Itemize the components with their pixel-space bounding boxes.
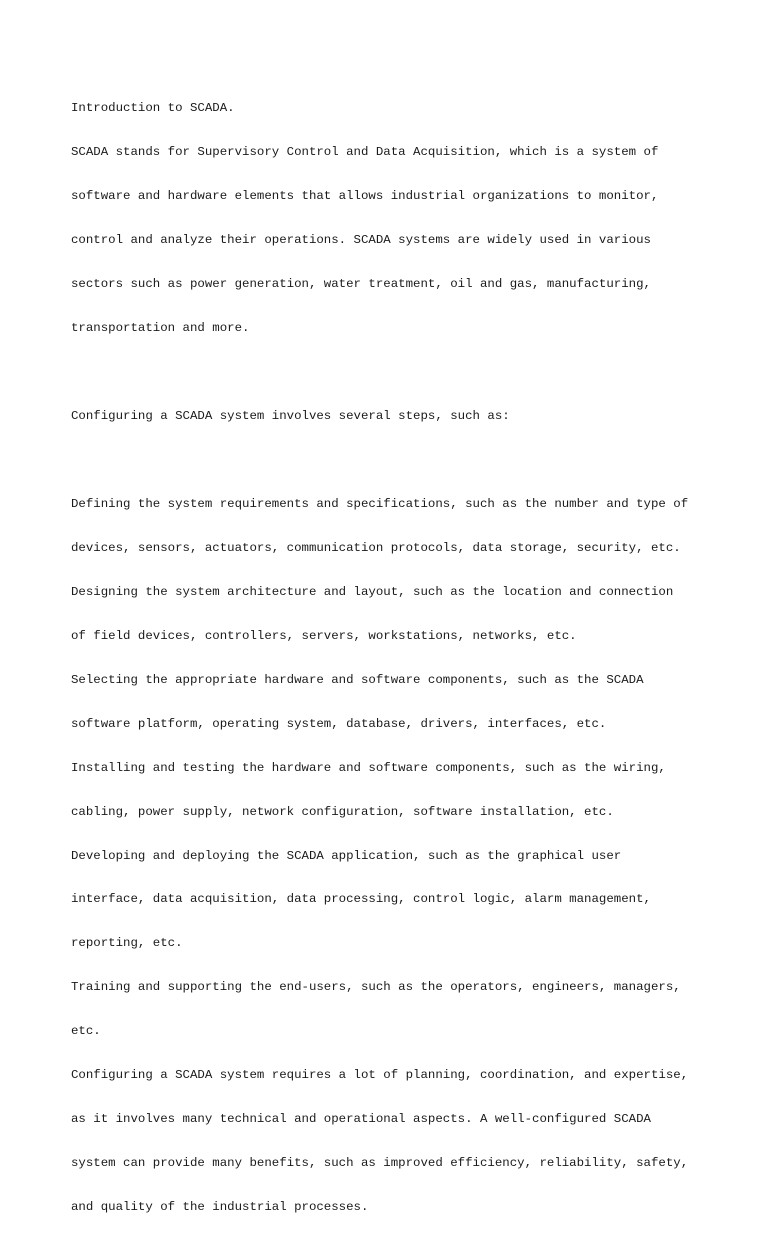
- steps-heading: Configuring a SCADA system involves several steps, such as:: [71, 408, 510, 423]
- conclusion-line: system can provide many benefits, such as improved efficiency, reliability, safety,: [71, 1156, 689, 1171]
- paragraph-gap: [71, 365, 731, 380]
- step-line: Training and supporting the end-users, such as the operators, engineers, managers,: [71, 980, 681, 995]
- intro-line: transportation and more.: [71, 321, 250, 336]
- step-line: reporting, etc.: [71, 936, 183, 951]
- step-line: Defining the system requirements and specifications, such as the number and type of: [71, 496, 689, 511]
- step-line: Designing the system architecture and layout, such as the location and connection: [71, 584, 674, 599]
- document-body: [71, 72, 731, 1244]
- step-line: Installing and testing the hardware and software components, such as the wiring,: [71, 760, 666, 775]
- step-line: software platform, operating system, database, drivers, interfaces, etc.: [71, 716, 607, 731]
- intro-line: software and hardware elements that allows industrial organizations to monitor,: [71, 189, 659, 204]
- conclusion-line: Configuring a SCADA system requires a lot of planning, coordination, and expertise,: [71, 1068, 689, 1083]
- step-line: devices, sensors, actuators, communication protocols, data storage, security, etc.: [71, 540, 681, 555]
- step-line: etc.: [71, 1024, 101, 1039]
- step-line: Selecting the appropriate hardware and software components, such as the SCADA: [71, 672, 644, 687]
- step-line: of field devices, controllers, servers, workstations, networks, etc.: [71, 628, 577, 643]
- conclusion-line: as it involves many technical and operational aspects. A well-configured SCADA: [71, 1112, 651, 1127]
- step-line: interface, data acquisition, data processing, control logic, alarm management,: [71, 892, 651, 907]
- intro-line: sectors such as power generation, water treatment, oil and gas, manufacturing,: [71, 277, 651, 292]
- step-line: cabling, power supply, network configuration, software installation, etc.: [71, 804, 614, 819]
- step-line: Developing and deploying the SCADA application, such as the graphical user: [71, 848, 622, 863]
- paragraph-gap: [71, 453, 731, 468]
- intro-title: Introduction to SCADA.: [71, 101, 235, 116]
- conclusion-line: and quality of the industrial processes.: [71, 1200, 369, 1215]
- intro-line: control and analyze their operations. SCADA systems are widely used in various: [71, 233, 651, 248]
- intro-line: SCADA stands for Supervisory Control and Data Acquisition, which is a system of: [71, 145, 659, 160]
